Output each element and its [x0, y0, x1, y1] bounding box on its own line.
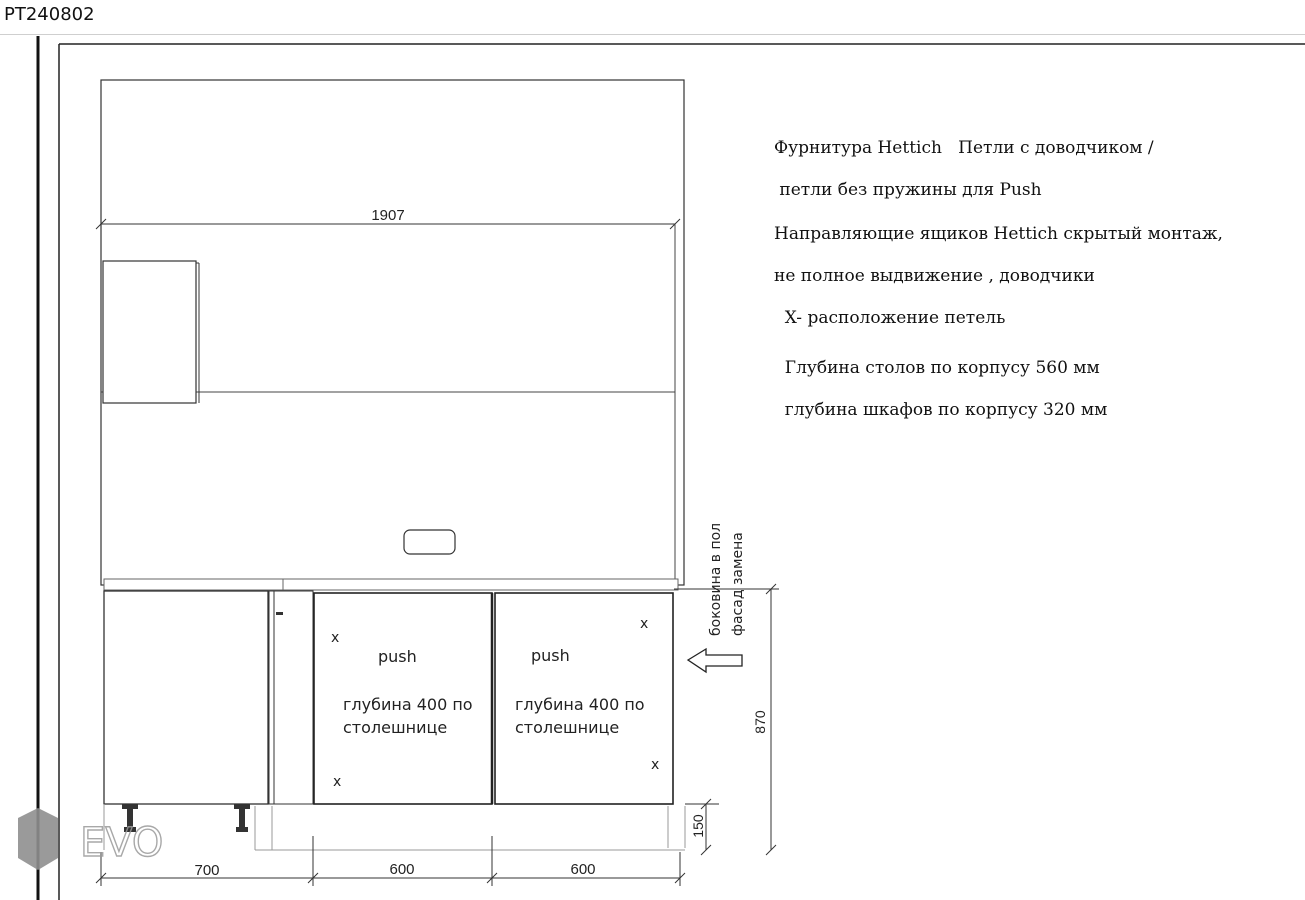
dimension-total-height-label: 870	[752, 710, 768, 734]
door-middle-depth-line1: глубина 400 по	[343, 695, 473, 714]
note-line-2: петли без пружины для Push	[774, 180, 1042, 200]
corner-panel-handle	[276, 612, 283, 615]
note-line-1: Фурнитура Hettich Петли с доводчиком /	[774, 138, 1154, 158]
door-middle-hinge-top: x	[331, 630, 340, 646]
dimension-plinth-height-label: 150	[690, 814, 706, 838]
door-right-push-label: push	[531, 646, 570, 665]
dimension-module-2-label: 600	[389, 861, 415, 878]
corner-panel	[274, 591, 313, 804]
evo-hexagon-logo	[16, 806, 176, 886]
door-right-hinge-top: x	[640, 616, 649, 632]
watermark-text: EVO	[80, 820, 164, 866]
dimension-overall-width-label: 1907	[371, 207, 405, 224]
door-right-depth-line1: глубина 400 по	[515, 695, 645, 714]
side-note-line1: боковина в пол	[708, 522, 724, 636]
door-middle-depth-line2: столешнице	[343, 718, 448, 737]
door-middle-hinge-bottom: x	[333, 774, 342, 790]
filler-panel	[269, 591, 274, 804]
dimension-module-1-label: 700	[194, 862, 220, 879]
base-cabinet-left	[104, 591, 268, 804]
note-line-3: Направляющие ящиков Hettich скрытый монтаж,	[774, 224, 1223, 244]
door-right-depth-line2: столешнице	[515, 718, 620, 737]
note-line-4: не полное выдвижение , доводчики	[774, 266, 1095, 286]
electrical-socket	[404, 530, 455, 554]
left-arrow-icon	[688, 649, 742, 672]
side-note-line2: фасад замена	[730, 532, 746, 636]
countertop	[104, 579, 678, 590]
door-middle-push-label: push	[378, 647, 417, 666]
document-title: PT240802	[4, 4, 95, 25]
plinth	[104, 804, 685, 850]
dimension-module-3-label: 600	[570, 861, 596, 878]
note-line-7: глубина шкафов по корпусу 320 мм	[774, 400, 1108, 420]
wall-cabinet-small	[103, 261, 196, 403]
door-right-hinge-bottom: x	[651, 757, 660, 773]
note-line-5: X- расположение петель	[774, 308, 1006, 328]
note-line-6: Глубина столов по корпусу 560 мм	[774, 358, 1100, 378]
